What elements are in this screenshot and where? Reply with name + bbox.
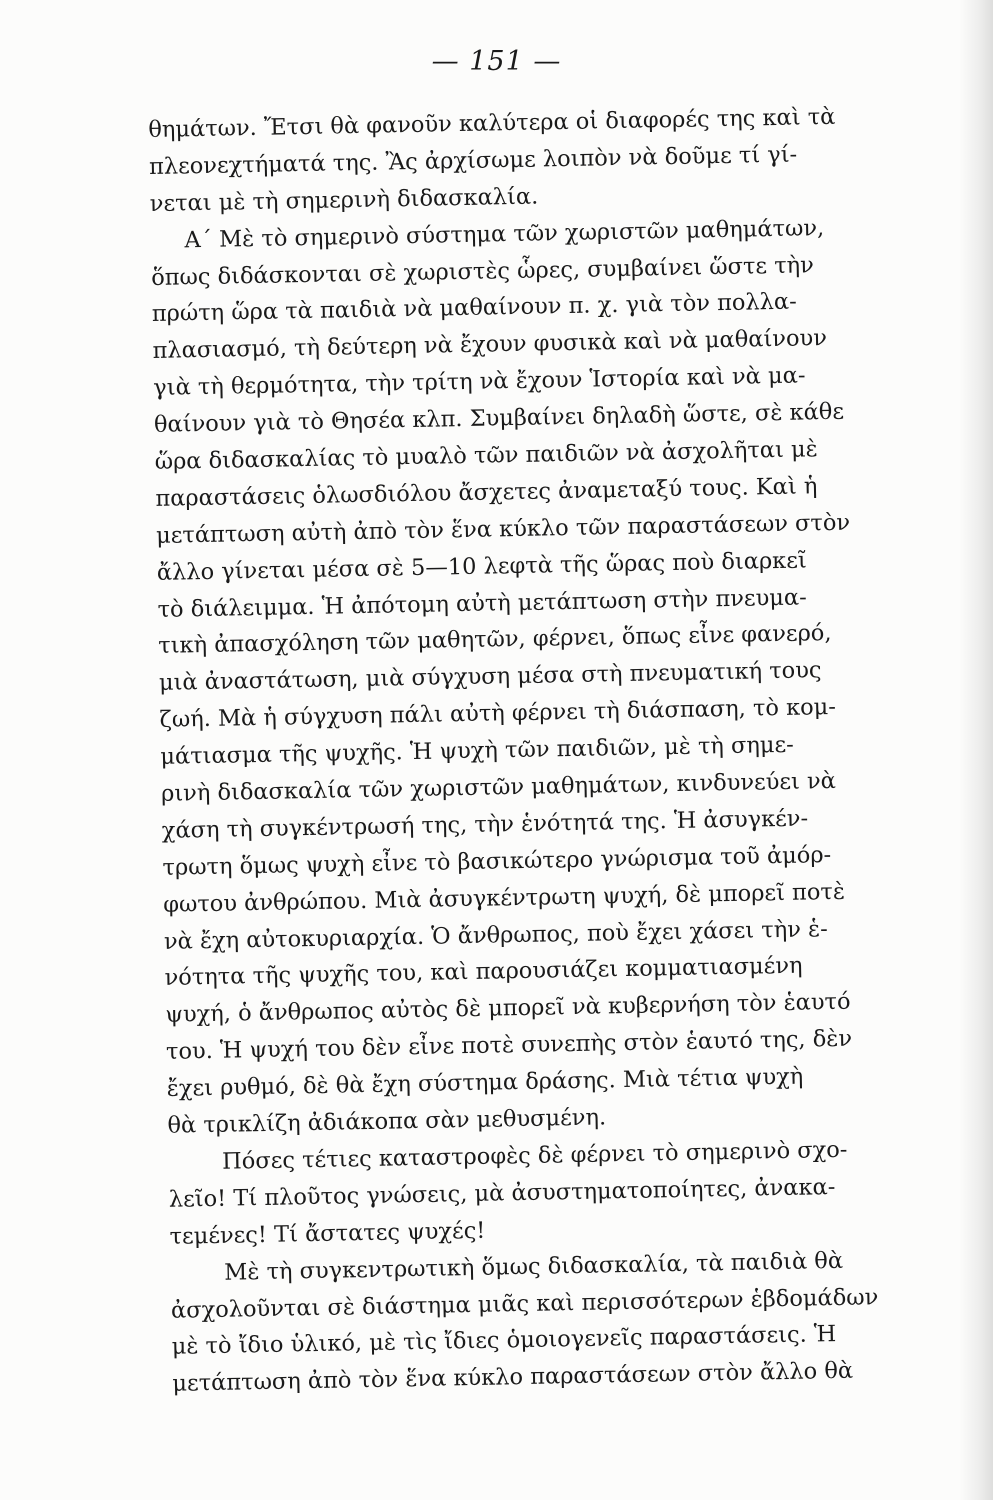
text-line: Μὲ τὴ συγκεντρωτικὴ ὅμως διδασκαλία, τὰ παιδιὰ θὰ — [224, 1247, 844, 1286]
text-line: πρώτη ὥρα τὰ παιδιὰ νὰ μαθαίνουν π. χ. γιὰ τὸν πολλα- — [151, 289, 797, 328]
text-line: Πόσες τέτιες καταστροφὲς δὲ φέρνει τὸ σημερινὸ σχο- — [221, 1136, 848, 1175]
text-line: θημάτων. Ἔτσι θὰ φανοῦν καλύτερα οἱ διαφορές της καὶ τὰ — [148, 103, 836, 143]
text-line: φωτου ἀνθρώπου. Μιὰ ἀσυγκέντρωτη ψυχή, δὲ μπορεῖ ποτὲ — [162, 878, 846, 918]
body-text — [148, 98, 899, 1403]
text-line: νεται μὲ τὴ σημερινὴ διδασκαλία. — [149, 183, 539, 217]
text-line: νότητα τῆς ψυχῆς του, καὶ παρουσιάζει κομματιασμένη — [164, 953, 803, 992]
text-line: πλασιασμό, τὴ δεύτερη νὰ ἔχουν φυσικὰ καὶ νὰ μαθαίνουν — [152, 325, 828, 365]
text-line: του. Ἡ ψυχή του δὲν εἶνε ποτὲ συνεπὴς στὸν ἑαυτό της, δὲν — [165, 1025, 853, 1066]
text-line: ἄλλο γίνεται μέσα σὲ 5—10 λεφτὰ τῆς ὥρας ποὺ διαρκεῖ — [156, 547, 807, 586]
text-line: πλεονεχτήματά της. Ἂς ἀρχίσωμε λοιπὸν νὰ δοῦμε τί γί- — [148, 141, 798, 180]
text-line: Α΄ Μὲ τὸ σημερινὸ σύστημα τῶν χωριστῶν μαθημάτων, — [184, 214, 825, 253]
text-line: ἀσχολοῦνται σὲ διάστημα μιᾶς καὶ περισσότερων ἑβδομάδων — [170, 1283, 879, 1324]
text-line: ὥρα διδασκαλίας τὸ μυαλὸ τῶν παιδιῶν νὰ ἀσχολῆται μὲ — [154, 436, 818, 475]
text-line: τικὴ ἀπασχόληση τῶν μαθητῶν, φέρνει, ὅπως εἶνε φανερό, — [158, 620, 832, 660]
text-line: παραστάσεις ὁλωσδιόλου ἄσχετες ἀναμεταξύ τους. Καὶ ἡ — [155, 473, 818, 512]
text-line: γιὰ τὴ θερμότητα, τὴν τρίτη νὰ ἔχουν Ἱστορία καὶ νὰ μα- — [153, 362, 806, 402]
text-line: ὅπως διδάσκονται σὲ χωριστὲς ὧρες, συμβαίνει ὥστε τὴν — [150, 251, 815, 291]
text-line: μετάπτωση αὐτὴ ἀπὸ τὸν ἕνα κύκλο τῶν παραστάσεων στὸν — [155, 509, 851, 549]
text-line: χάση τὴ συγκέντρωσή της, τὴν ἑνότητά της. Ἡ ἀσυγκέν- — [161, 805, 809, 844]
text-line: ψυχή, ὁ ἄνθρωπος αὐτὸς δὲ μπορεῖ νὰ κυβερνήση τὸν ἑαυτό — [165, 989, 851, 1029]
page-edge-shadow — [959, 0, 993, 1500]
text-line: μάτιασμα τῆς ψυχῆς. Ἡ ψυχὴ τῶν παιδιῶν, μὲ τὴ σημε- — [160, 731, 795, 771]
text-line: τὸ διάλειμμα. Ἡ ἀπότομη αὐτὴ μετάπτωση στὴν πνευμα- — [157, 584, 807, 623]
text-line: νὰ ἔχη αὐτοκυριαρχία. Ὁ ἄνθρωπος, ποὺ ἔχει χάσει τὴν ἑ- — [163, 915, 828, 955]
text-line: ρινὴ διδασκαλία τῶν χωριστῶν μαθημάτων, κινδυνεύει νὰ — [160, 767, 837, 807]
text-line: τρωτη ὅμως ψυχὴ εἶνε τὸ βασικώτερο γνώρισμα τοῦ ἀμόρ- — [162, 841, 832, 881]
text-line: λεῖο! Τί πλοῦτος γνώσεις, μὰ ἀσυστηματοποίητες, ἀνακα- — [168, 1173, 836, 1213]
page-number: — 151 — — [431, 46, 562, 77]
text-line: τεμένες! Τί ἄστατες ψυχές! — [169, 1217, 486, 1250]
text-line: θαίνουν γιὰ τὸ Θησέα κλπ. Συμβαίνει δηλαδὴ ὥστε, σὲ κάθε — [153, 398, 845, 439]
text-line: μιὰ ἀναστάτωση, μιὰ σύγχυση μέσα στὴ πνευματική τους — [158, 657, 822, 697]
text-line: θὰ τρικλίζη ἀδιάκοπα σὰν μεθυσμένη. — [167, 1104, 607, 1139]
text-line: ἔχει ρυθμό, δὲ θὰ ἔχη σύστημα δράσης. Μιὰ τέτια ψυχὴ — [166, 1063, 804, 1102]
text-line: ζωή. Μὰ ἡ σύγχυση πάλι αὐτὴ φέρνει τὴ διάσπαση, τὸ κομ- — [159, 694, 837, 734]
text-line: μὲ τὸ ἴδιο ὑλικό, μὲ τὶς ἴδιες ὁμοιογενεῖς παραστάσεις. Ἡ — [171, 1321, 837, 1361]
text-line: μετάπτωση ἀπὸ τὸν ἕνα κύκλο παραστάσεων στὸν ἄλλο θὰ — [172, 1357, 854, 1398]
